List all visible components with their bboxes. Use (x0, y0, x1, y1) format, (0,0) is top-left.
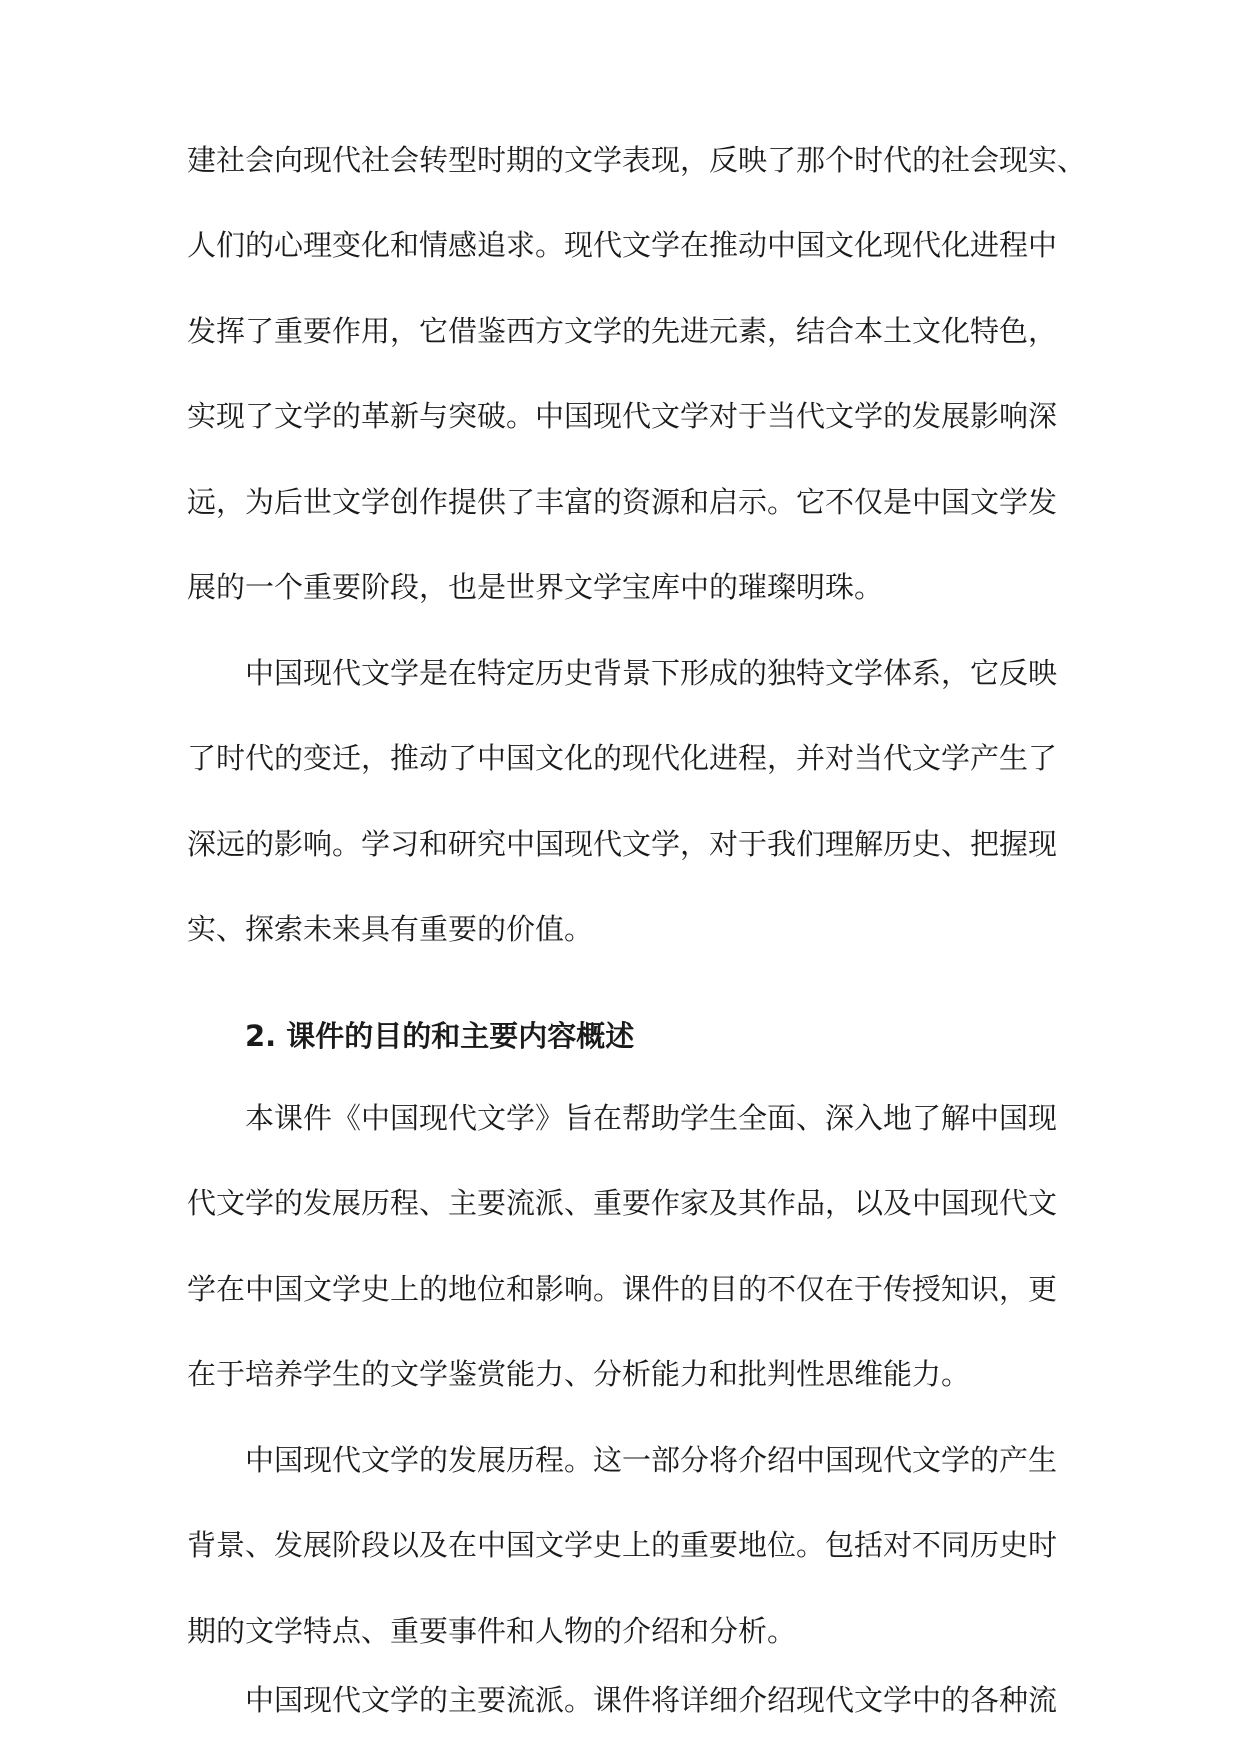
paragraph-2-line-2: 了时代的变迁，推动了中国文化的现代化进程，并对当代文学产生了 (187, 741, 1058, 775)
paragraph-3-line-1: 本课件《中国现代文学》旨在帮助学生全面、深入地了解中国现 (245, 1101, 1058, 1135)
paragraph-1-line-1: 建社会向现代社会转型时期的文学表现，反映了那个时代的社会现实、 (187, 143, 1087, 177)
paragraph-1-line-3: 发挥了重要作用，它借鉴西方文学的先进元素，结合本土文化特色， (187, 314, 1058, 348)
paragraph-5-line-1: 中国现代文学的主要流派。课件将详细介绍现代文学中的各种流 (245, 1683, 1058, 1717)
paragraph-4-line-3: 期的文学特点、重要事件和人物的介绍和分析。 (187, 1614, 797, 1648)
paragraph-1-line-6: 展的一个重要阶段，也是世界文学宝库中的璀璨明珠。 (187, 570, 884, 604)
paragraph-2-line-1: 中国现代文学是在特定历史背景下形成的独特文学体系，它反映 (245, 656, 1058, 690)
section-heading: 2. 课件的目的和主要内容概述 (245, 1019, 635, 1053)
paragraph-3-line-3: 学在中国文学史上的地位和影响。课件的目的不仅在于传授知识，更 (187, 1272, 1058, 1306)
paragraph-3-line-2: 代文学的发展历程、主要流派、重要作家及其作品，以及中国现代文 (187, 1186, 1058, 1220)
paragraph-2-line-4: 实、探索未来具有重要的价值。 (187, 912, 594, 946)
paragraph-1-line-5: 远，为后世文学创作提供了丰富的资源和启示。它不仅是中国文学发 (187, 485, 1058, 519)
paragraph-4-line-2: 背景、发展阶段以及在中国文学史上的重要地位。包括对不同历史时 (187, 1528, 1058, 1562)
paragraph-1-line-2: 人们的心理变化和情感追求。现代文学在推动中国文化现代化进程中 (187, 228, 1058, 262)
paragraph-1-line-4: 实现了文学的革新与突破。中国现代文学对于当代文学的发展影响深 (187, 399, 1058, 433)
paragraph-3-line-4: 在于培养学生的文学鉴赏能力、分析能力和批判性思维能力。 (187, 1357, 971, 1391)
paragraph-4-line-1: 中国现代文学的发展历程。这一部分将介绍中国现代文学的产生 (245, 1443, 1058, 1477)
paragraph-2-line-3: 深远的影响。学习和研究中国现代文学，对于我们理解历史、把握现 (187, 827, 1058, 861)
